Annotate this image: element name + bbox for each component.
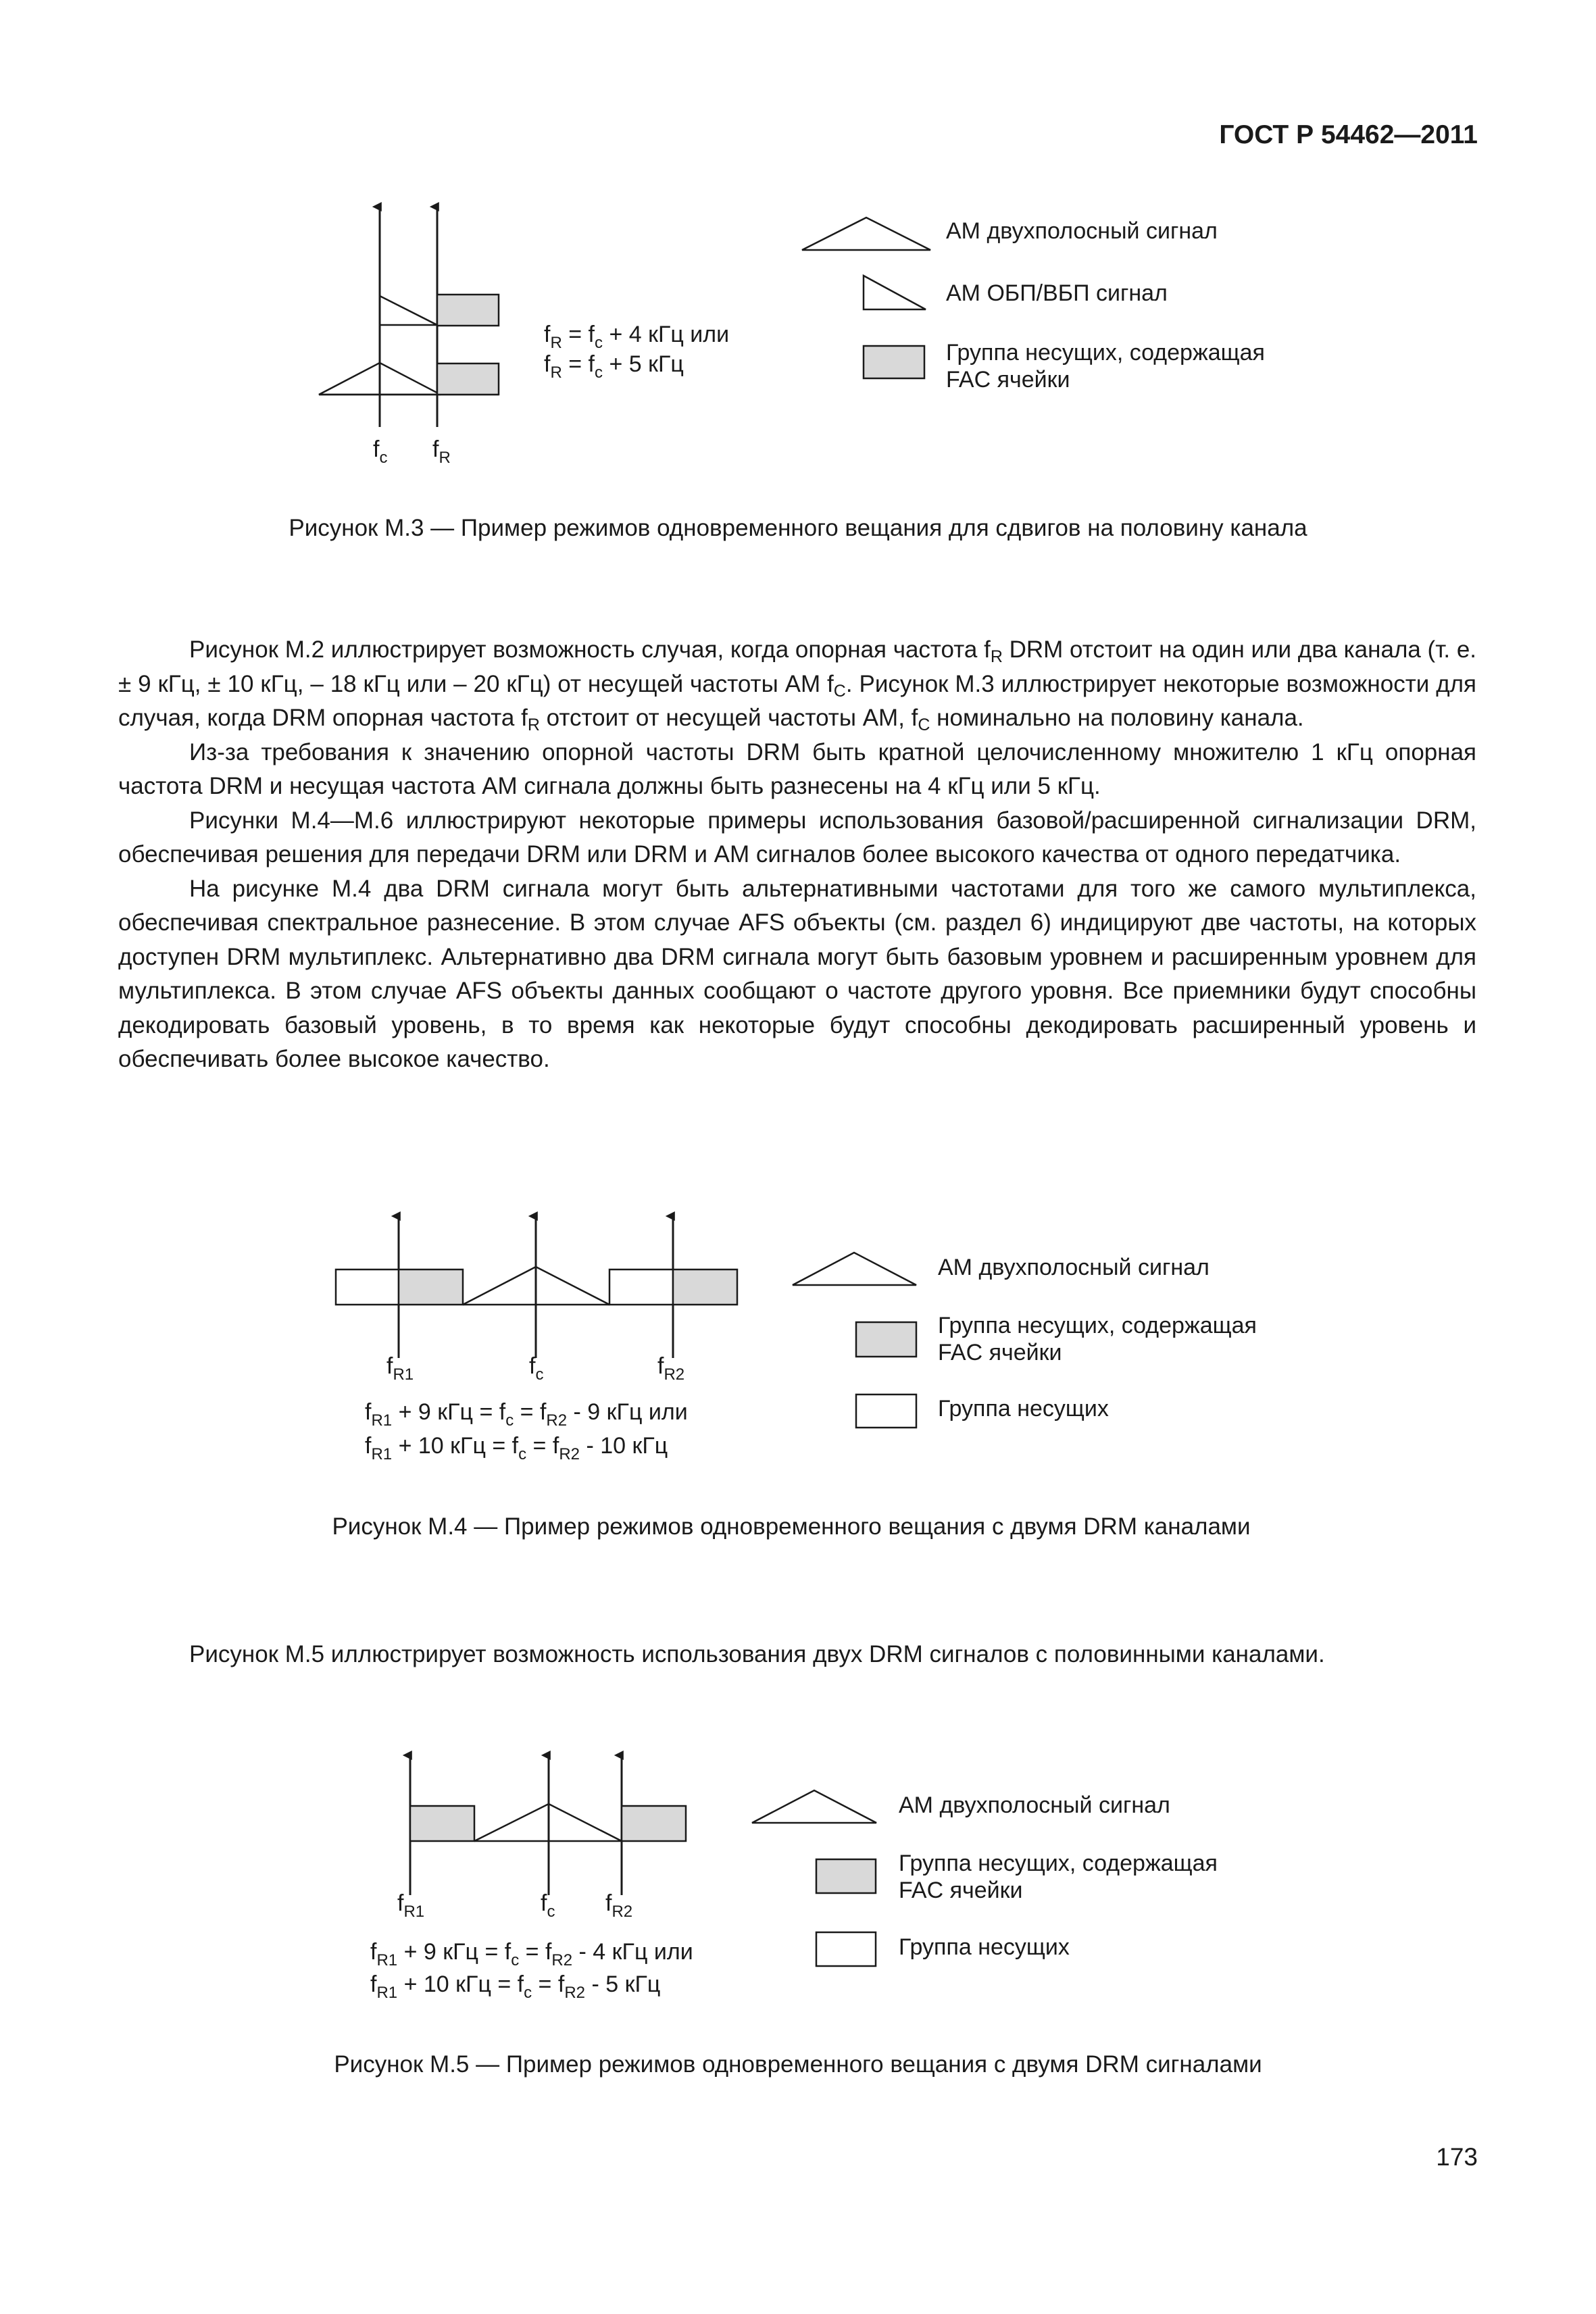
legend-carrier-label: Группа несущих: [938, 1396, 1109, 1422]
document-header: ГОСТ Р 54462—2011: [1219, 120, 1478, 149]
fac-block-left: [410, 1806, 474, 1841]
legend-fac-icon: [856, 1322, 916, 1357]
figure-m5-diagram: [0, 1743, 1596, 2027]
figure-m3: [0, 0, 1596, 513]
body-text: [118, 633, 1476, 1077]
legend-am-double-label: АМ двухполосный сигнал: [899, 1792, 1170, 1818]
label-fr: $f_R$: [432, 436, 451, 467]
label-fr1: $f_{R1}$: [386, 1353, 414, 1384]
equation-1: $f_{R1} + 9$ кГц = $f_c = f_{R2} - 9$ кГц или: [365, 1399, 688, 1430]
equation-2: $f_R = f_c + 5$ кГц: [544, 351, 684, 382]
legend-am-double-icon: [793, 1253, 916, 1285]
equation-2: $f_{R1} + 10$ кГц = $f_c = f_{R2} - 5$ кГц: [370, 1971, 661, 2002]
paragraph-4: На рисунке М.4 два DRM сигнала могут быть альтернативными частотами для того же самого мультиплекса, обеспечивая спектральное разнесение. В этом случае AFS объекты (см. раздел 6) индицируют две частоты, на которых доступен DRM мультиплекс. Альтернативно два DRM сигнала могут быть базовым уровнем и расширенным уровнем для мультиплекса. В этом случае AFS объекты данных сообщают о частоте другого уровня. Все приемники будут способны декодировать базовый уровень, в то время как некоторые будут способны декодировать расширенный уровень и обеспечивать более высокое качество.: [118, 875, 1476, 1072]
legend-fac-label: Группа несущих, содержащая FAC ячейки: [946, 340, 1265, 393]
paragraph-2: Из-за требования к значению опорной частоты DRM быть кратной целочисленному множителю 1 кГц опорная частота DRM и несущая частота АМ сигнала должны быть разнесены на 4 кГц или 5 кГц.: [118, 738, 1476, 799]
legend-am-double-icon: [752, 1790, 876, 1823]
legend-carrier-label: Группа несущих: [899, 1934, 1070, 1960]
legend-fac-icon: [816, 1859, 876, 1893]
fac-block-right: [622, 1806, 686, 1841]
label-fr2: $f_{R2}$: [605, 1890, 633, 1921]
figure-m5-caption: Рисунок М.5 — Пример режимов одновременного вещания с двумя DRM сигналами: [334, 2051, 1262, 2078]
am-ssb-shape: [380, 296, 437, 325]
fac-block-upper: [437, 295, 499, 326]
fac-block-left: [399, 1269, 463, 1305]
legend-carrier-icon: [816, 1932, 876, 1966]
legend-fac-label: Группа несущих, содержащая FAC ячейки: [899, 1851, 1218, 1903]
fac-block-right: [673, 1269, 737, 1305]
legend-fac-label: Группа несущих, содержащая FAC ячейки: [938, 1313, 1257, 1365]
page-number: 173: [1436, 2143, 1478, 2171]
paragraph-3: Рисунки М.4—М.6 иллюстрируют некоторые примеры использования базовой/расширенной сигнализации DRM, обеспечивая решения для передачи DRM или DRM и АМ сигналов более высокого качества от одного передатчика.: [118, 807, 1476, 867]
figure-m5: [0, 1743, 1596, 2027]
legend-am-double-icon: [802, 218, 930, 250]
figure-m4: [0, 1203, 1596, 1486]
legend-carrier-icon: [856, 1394, 916, 1428]
legend-am-double-label: АМ двухполосный сигнал: [946, 218, 1218, 244]
figure-m3-diagram: [0, 0, 1596, 513]
figure-m4-caption: Рисунок М.4 — Пример режимов одновременного вещания с двумя DRM каналами: [332, 1513, 1251, 1540]
legend-am-ssb-label: АМ ОБП/ВБП сигнал: [946, 280, 1168, 306]
equation-2: $f_{R1} + 10$ кГц = $f_c = f_{R2} - 10$ кГц: [365, 1433, 668, 1463]
label-fc: $f_c$: [541, 1890, 555, 1921]
carrier-block-right: [609, 1269, 673, 1305]
paragraph-5: Рисунок М.5 иллюстрирует возможность использования двух DRM сигналов с половинными каналами.: [189, 1641, 1325, 1667]
label-fc: $f_c$: [373, 436, 388, 467]
label-fr1: $f_{R1}$: [397, 1890, 425, 1921]
label-fr2: $f_{R2}$: [657, 1353, 685, 1384]
label-fc: $f_c$: [529, 1353, 544, 1384]
paragraph-1: Рисунок М.2 иллюстрирует возможность случая, когда опорная частота $f_R$ DRM отстоит на один или два канала (т. е. ± 9 кГц, ± 10 кГц, – 18 кГц или – 20 кГц) от несущей частоты АМ $f_C$. Рисунок М.3 иллюстрирует некоторые возможности для случая, когда DRM опорная частота $f_R$ отстоит от несущей частоты АМ, $f_C$ номинально на половину канала.: [118, 636, 1477, 734]
figure-m4-diagram: [0, 1203, 1596, 1486]
equation-1: $f_R = f_c + 4$ кГц или: [544, 322, 730, 352]
body-text-2: [118, 1638, 1476, 1672]
legend-fac-icon: [864, 346, 924, 378]
fac-block-lower: [437, 363, 499, 395]
legend-am-double-label: АМ двухполосный сигнал: [938, 1255, 1210, 1280]
figure-m3-caption: Рисунок М.3 — Пример режимов одновременного вещания для сдвигов на половину канала: [289, 515, 1307, 541]
legend-am-ssb-icon: [864, 276, 926, 309]
carrier-block-left: [336, 1269, 399, 1305]
equation-1: $f_{R1} + 9$ кГц = $f_c = f_{R2} - 4$ кГц или: [370, 1939, 693, 1969]
